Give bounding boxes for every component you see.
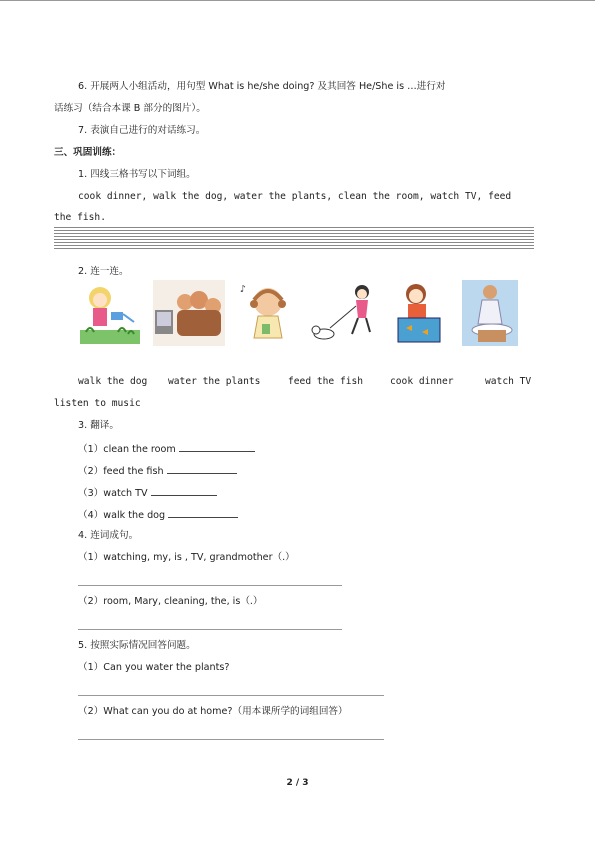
translate-item-4 [78,508,238,522]
exercise-5-question-2: （2）What can you do at home?（用本课所学的词组回答） [78,706,348,717]
exercise-1-words-cont: the fish. [54,212,106,223]
translate-item-3 [78,486,217,500]
exercise-4-answer-line-1[interactable] [78,585,342,586]
svg-text:♪: ♪ [240,284,247,295]
translate-item-1 [78,442,255,456]
girl-watering-plants-picture [78,280,142,346]
translate-answer-blank-2[interactable] [167,464,237,474]
exercise-4-question-1: （1）watching, my, is , TV, grandmother（.） [78,552,295,563]
translate-answer-blank-3[interactable] [151,486,217,496]
four-line-grid[interactable] [54,227,534,251]
phrase-cook-dinner: cook dinner [390,376,454,387]
translate-answer-blank-1[interactable] [179,442,255,452]
exercise-4-answer-line-2[interactable] [78,629,342,630]
exercise-1-title: 1. 四线三格书写以下词组。 [78,169,196,180]
exercise-4-question-2: （2）room, Mary, cleaning, the, is（.） [78,596,263,607]
girl-feeding-fish-picture [394,280,444,346]
girl-listening-to-music-picture [238,280,294,346]
section-3-heading: 三、巩固训练： [54,147,122,158]
phrase-water-the-plants: water the plants [168,376,261,387]
exercise-5-title: 5. 按照实际情况回答问题。 [78,640,196,651]
translate-prompt-2: （2）feed the fish [78,466,164,477]
translate-item-2 [78,464,237,478]
exercise-1-words: cook dinner, walk the dog, water the plants, clean the room, watch TV, feed [78,191,512,202]
exercise-4-title: 4. 连词成句。 [78,530,139,541]
page-number: 2 / 3 [286,778,309,788]
translate-answer-blank-4[interactable] [168,508,238,518]
phrase-feed-the-fish: feed the fish [288,376,364,387]
exercise-5-answer-line-1[interactable] [78,695,384,696]
phrase-walk-the-dog: walk the dog [78,376,148,387]
exercise-5-question-1: （1）Can you water the plants? [78,662,230,673]
family-watching-tv-picture [153,280,225,346]
phrase-listen-to-music: listen to music [54,398,141,409]
q7: 7. 表演自己进行的对话练习。 [78,125,206,136]
q6-line1: 6. 开展两人小组活动，用句型 What is he/she doing? 及其回答 He/She is …进行对 [78,81,446,92]
woman-cooking-picture [462,280,518,346]
q6-line2: 话练习（结合本课 B 部分的图片）。 [54,103,206,114]
translate-prompt-4: （4）walk the dog [78,510,166,521]
translate-prompt-1: （1）clean the room [78,444,176,455]
exercise-2-title: 2. 连一连。 [78,266,129,277]
exercise-3-title: 3. 翻译。 [78,420,119,431]
translate-prompt-3: （3）watch TV [78,488,148,499]
exercise-5-answer-line-2[interactable] [78,739,384,740]
phrase-watch-tv: watch TV [485,376,532,387]
header-rule [0,0,595,1]
girl-walking-dog-picture [310,280,378,346]
